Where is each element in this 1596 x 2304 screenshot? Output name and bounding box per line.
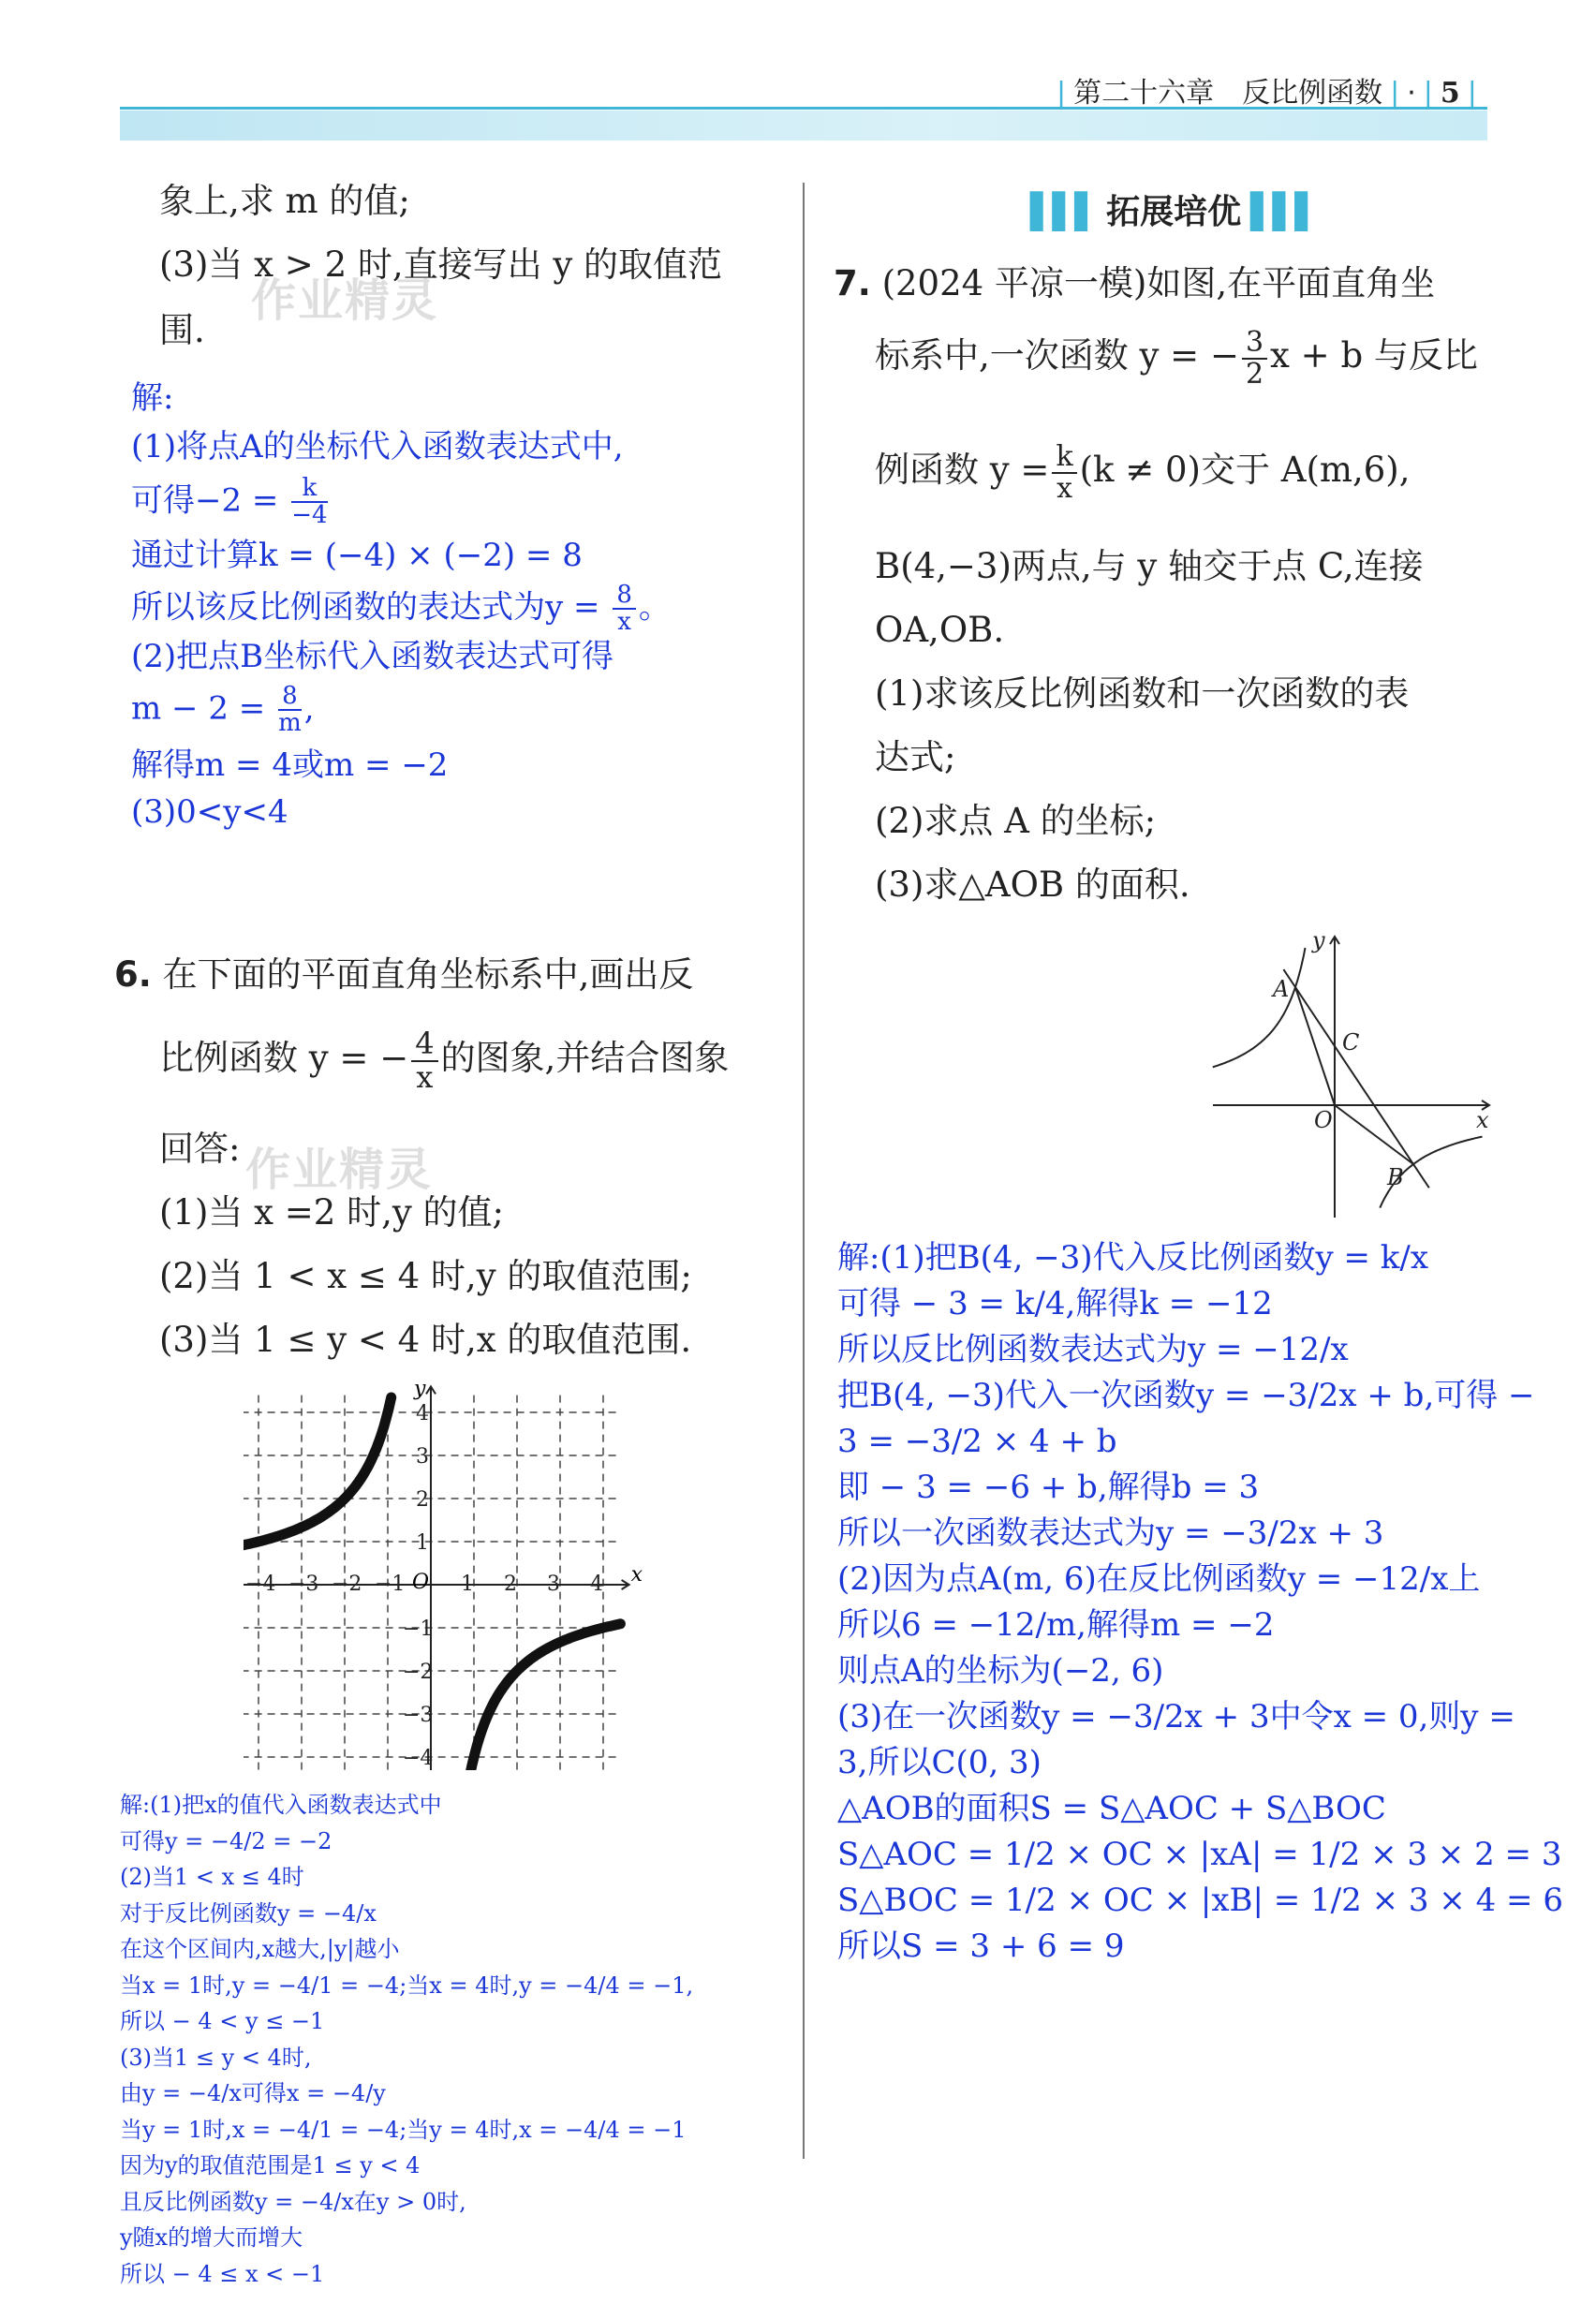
- y-tick-label: −2: [403, 1661, 434, 1684]
- q7-line8: (2)求点 A 的坐标;: [875, 801, 1157, 841]
- fraction-numerator: k: [1052, 442, 1076, 474]
- q6-solution-line: 因为y的取值范围是1 ≤ y < 4: [120, 2152, 421, 2178]
- header-band: [120, 111, 1487, 140]
- banner-right-bars: ▌▌▌: [1250, 193, 1318, 231]
- q7-solution-line: 即 − 3 = −6 + b,解得b = 3: [837, 1469, 1260, 1506]
- hyperbola-branch-left: [1213, 948, 1306, 1067]
- point-C-label: C: [1342, 1029, 1360, 1056]
- q5-sol-l6-text: m − 2 =: [131, 689, 266, 728]
- q6-solution-line: (3)当1 ≤ y < 4时,: [120, 2044, 312, 2071]
- q6-solution-line: 解:(1)把x的值代入函数表达式中: [120, 1792, 442, 1818]
- q7-line7: 达式;: [875, 737, 956, 777]
- q7-solution-line: 把B(4, −3)代入一次函数y = −3/2x + b,可得 −: [837, 1377, 1535, 1414]
- watermark: 作业精灵: [251, 274, 439, 327]
- origin-label: O: [1314, 1107, 1333, 1133]
- q5-sol-l4: [131, 583, 671, 636]
- banner-left-bars: ▌▌▌: [1030, 193, 1098, 231]
- chapter-title: 第二十六章 反比例函数: [1073, 77, 1383, 110]
- q5-sol-l2-text: 可得−2 =: [131, 481, 279, 520]
- origin-label: O: [412, 1571, 430, 1594]
- fraction-denominator: x: [416, 1058, 434, 1095]
- linear-function-line: [1283, 969, 1428, 1188]
- q7-line4: B(4,−3)两点,与 y 轴交于点 C,连接: [875, 546, 1424, 586]
- q7-line5: OA,OB.: [875, 610, 1005, 650]
- fraction-numerator: 8: [278, 684, 302, 711]
- y-tick-label: 1: [416, 1531, 429, 1555]
- q7-solution-line: (3)在一次函数y = −3/2x + 3中令x = 0,则y =: [837, 1698, 1515, 1735]
- q6-line4: (1)当 x =2 时,y 的值;: [159, 1192, 504, 1233]
- x-axis-label: x: [1476, 1107, 1489, 1133]
- q6-solution-line: 在这个区间内,x越大,|y|越小: [120, 1936, 400, 1962]
- q7-line3-text: 例函数 y =: [875, 450, 1050, 490]
- q6-solution-line: 对于反比例函数y = −4/x: [120, 1899, 377, 1927]
- point-B-label: B: [1387, 1164, 1404, 1190]
- q7-solution-line: 解:(1)把B(4, −3)代入反比例函数y = k/x: [837, 1239, 1429, 1277]
- q6-line6: (3)当 1 ≤ y < 4 时,x 的取值范围.: [159, 1320, 692, 1360]
- q5-sol-l7: 解得m = 4或m = −2: [131, 746, 449, 784]
- watermark-2: 作业精灵: [245, 1144, 434, 1196]
- q5-sol-l6-fraction: [278, 684, 302, 737]
- q6-line5: (2)当 1 < x ≤ 4 时,y 的取值范围;: [159, 1256, 692, 1296]
- q6-fraction: [411, 1028, 437, 1093]
- q5-sol-l6-end: ,: [303, 689, 315, 728]
- q7-solution-line: 3,所以C(0, 3): [837, 1744, 1042, 1781]
- y-tick-label: 2: [416, 1488, 429, 1512]
- q7-solution-line: S△BOC = 1/2 × OC × |xB| = 1/2 × 3 × 4 = 6: [837, 1882, 1563, 1919]
- x-tick-label: 3: [547, 1573, 560, 1596]
- q5-sol-l5: (2)把点B坐标代入函数表达式可得: [131, 638, 614, 675]
- q6-solution-line: 当x = 1时,y = −4/1 = −4;当x = 4时,y = −4/4 = −1,: [120, 1972, 694, 1999]
- x-tick-label: −2: [332, 1573, 362, 1596]
- fraction-denominator: −4: [291, 501, 328, 530]
- segment-OA: [1295, 987, 1335, 1105]
- fraction-numerator: 4: [411, 1028, 437, 1062]
- q5-tail-line2: (3)当 x > 2 时,直接写出 y 的取值范: [159, 244, 723, 285]
- q6-solution-line: 所以 − 4 ≤ x < −1: [120, 2260, 325, 2287]
- y-tick-label: −1: [403, 1617, 434, 1641]
- fraction-denominator: 2: [1245, 357, 1264, 391]
- q6-line2: [159, 1028, 729, 1093]
- q7-line9: (3)求△AOB 的面积.: [875, 864, 1190, 905]
- q6-solution-line: 由y = −4/x可得x = −4/y: [120, 2080, 386, 2106]
- q7-line1: [834, 262, 1435, 305]
- q5-sol-l4-text: 所以该反比例函数的表达式为y =: [131, 588, 600, 627]
- y-tick-label: 3: [416, 1445, 429, 1469]
- fraction-numerator: 8: [613, 583, 636, 610]
- q5-sol-l3: 通过计算k = (−4) × (−2) = 8: [131, 537, 583, 574]
- q6-line1-text: 在下面的平面直角坐标系中,画出反: [162, 954, 694, 995]
- hyperbola-branch-right: [469, 1624, 620, 1770]
- q7-solution-line: 所以反比例函数表达式为y = −12/x: [837, 1331, 1349, 1368]
- q5-sol-l1: (1)将点A的坐标代入函数表达式中,: [131, 428, 624, 465]
- q7-solution-line: 可得 − 3 = k/4,解得k = −12: [837, 1285, 1273, 1322]
- x-tick-label: 1: [461, 1573, 474, 1596]
- q7-line1-text: (2024 平凉一模)如图,在平面直角坐: [881, 263, 1436, 303]
- q7-line2-text: 标系中,一次函数 y = −: [875, 335, 1239, 376]
- q5-sol-l6: [131, 684, 315, 737]
- q5-sol-l2-fraction: [291, 476, 327, 529]
- q7-line2-end: x + b 与反比: [1270, 335, 1478, 376]
- q7-fraction-1: [1242, 328, 1267, 389]
- q7-solution-line: 所以一次函数表达式为y = −3/2x + 3: [837, 1514, 1384, 1552]
- q7-line3-end: (k ≠ 0)交于 A(m,6),: [1079, 450, 1411, 490]
- q7-solution-line: S△AOC = 1/2 × OC × |xA| = 1/2 × 3 × 2 = 3: [837, 1836, 1562, 1873]
- q6-solution-line: 可得y = −4/2 = −2: [120, 1827, 332, 1854]
- q7-solution-line: 所以S = 3 + 6 = 9: [837, 1927, 1125, 1965]
- q6-solution-line: (2)当1 < x ≤ 4时: [120, 1864, 304, 1890]
- q7-solution-line: 则点A的坐标为(−2, 6): [837, 1652, 1164, 1690]
- q5-sol-label: 解:: [131, 379, 174, 417]
- point-A-label: A: [1273, 976, 1290, 1002]
- y-tick-label: 4: [416, 1402, 429, 1425]
- q5-tail-line1: 象上,求 m 的值;: [159, 181, 410, 221]
- q6-line1: [114, 953, 693, 997]
- q5-sol-l8: (3)0<y<4: [131, 793, 288, 831]
- y-tick-label: −3: [403, 1704, 434, 1727]
- q6-solution-line: y随x的增大而增大: [120, 2224, 303, 2251]
- q7-solution-line: △AOB的面积S = S△AOC + S△BOC: [837, 1790, 1386, 1827]
- banner-title: 拓展培优: [1106, 193, 1242, 231]
- y-tick-label: −4: [403, 1747, 434, 1770]
- y-axis-label: y: [414, 1377, 426, 1401]
- fraction-denominator: x: [617, 608, 631, 637]
- header-dot: ·: [1407, 77, 1416, 110]
- q5-sol-l4-end: 。: [638, 588, 671, 627]
- column-divider: [803, 183, 805, 2159]
- q5-sol-l4-fraction: [613, 583, 636, 636]
- q6-line2-text: 比例函数 y = −: [159, 1038, 409, 1079]
- question-number: 7.: [834, 263, 871, 303]
- q7-solution-line: 3 = −3/2 × 4 + b: [837, 1423, 1117, 1460]
- q7-graph: [1199, 927, 1499, 1227]
- x-tick-label: −1: [375, 1573, 406, 1596]
- q5-sol-l2: [131, 476, 331, 529]
- q6-coordinate-graph: [244, 1377, 674, 1770]
- q7-line3: [875, 442, 1410, 503]
- q6-solution-line: 当y = 1时,x = −4/1 = −4;当y = 4时,x = −4/4 = −1: [120, 2116, 687, 2143]
- hyperbola-branch-left: [244, 1397, 392, 1545]
- x-tick-label: 4: [590, 1573, 603, 1596]
- x-tick-label: −3: [288, 1573, 319, 1596]
- fraction-numerator: 3: [1242, 328, 1267, 360]
- y-axis-label: y: [1312, 927, 1325, 953]
- q6-solution-line: 且反比例函数y = −4/x在y > 0时,: [120, 2188, 466, 2215]
- page-header: | 第二十六章 反比例函数 | · | 5 |: [1057, 77, 1477, 110]
- x-tick-label: 2: [504, 1573, 517, 1596]
- fraction-numerator: k: [291, 476, 327, 503]
- x-tick-label: −4: [245, 1573, 276, 1596]
- q7-line6: (1)求该反比例函数和一次函数的表: [875, 673, 1410, 714]
- q7-solution-line: 所以6 = −12/m,解得m = −2: [837, 1606, 1275, 1644]
- q5-tail-line3: 围.: [159, 310, 205, 350]
- question-number: 6.: [114, 954, 152, 995]
- q6-solution-line: 所以 − 4 < y ≤ −1: [120, 2008, 325, 2034]
- q6-line3: 回答:: [159, 1129, 241, 1169]
- x-axis-label: x: [630, 1563, 643, 1587]
- segment-OB: [1335, 1105, 1413, 1164]
- q7-fraction-2: [1052, 442, 1076, 503]
- section-banner: [1021, 185, 1326, 233]
- page-number: 5: [1440, 77, 1460, 110]
- fraction-denominator: x: [1057, 471, 1072, 505]
- fraction-denominator: m: [278, 709, 302, 738]
- q7-line2: [875, 328, 1478, 389]
- q7-solution-line: (2)因为点A(m, 6)在反比例函数y = −12/x上: [837, 1560, 1481, 1598]
- q6-line2-end: 的图象,并结合图象: [440, 1038, 730, 1079]
